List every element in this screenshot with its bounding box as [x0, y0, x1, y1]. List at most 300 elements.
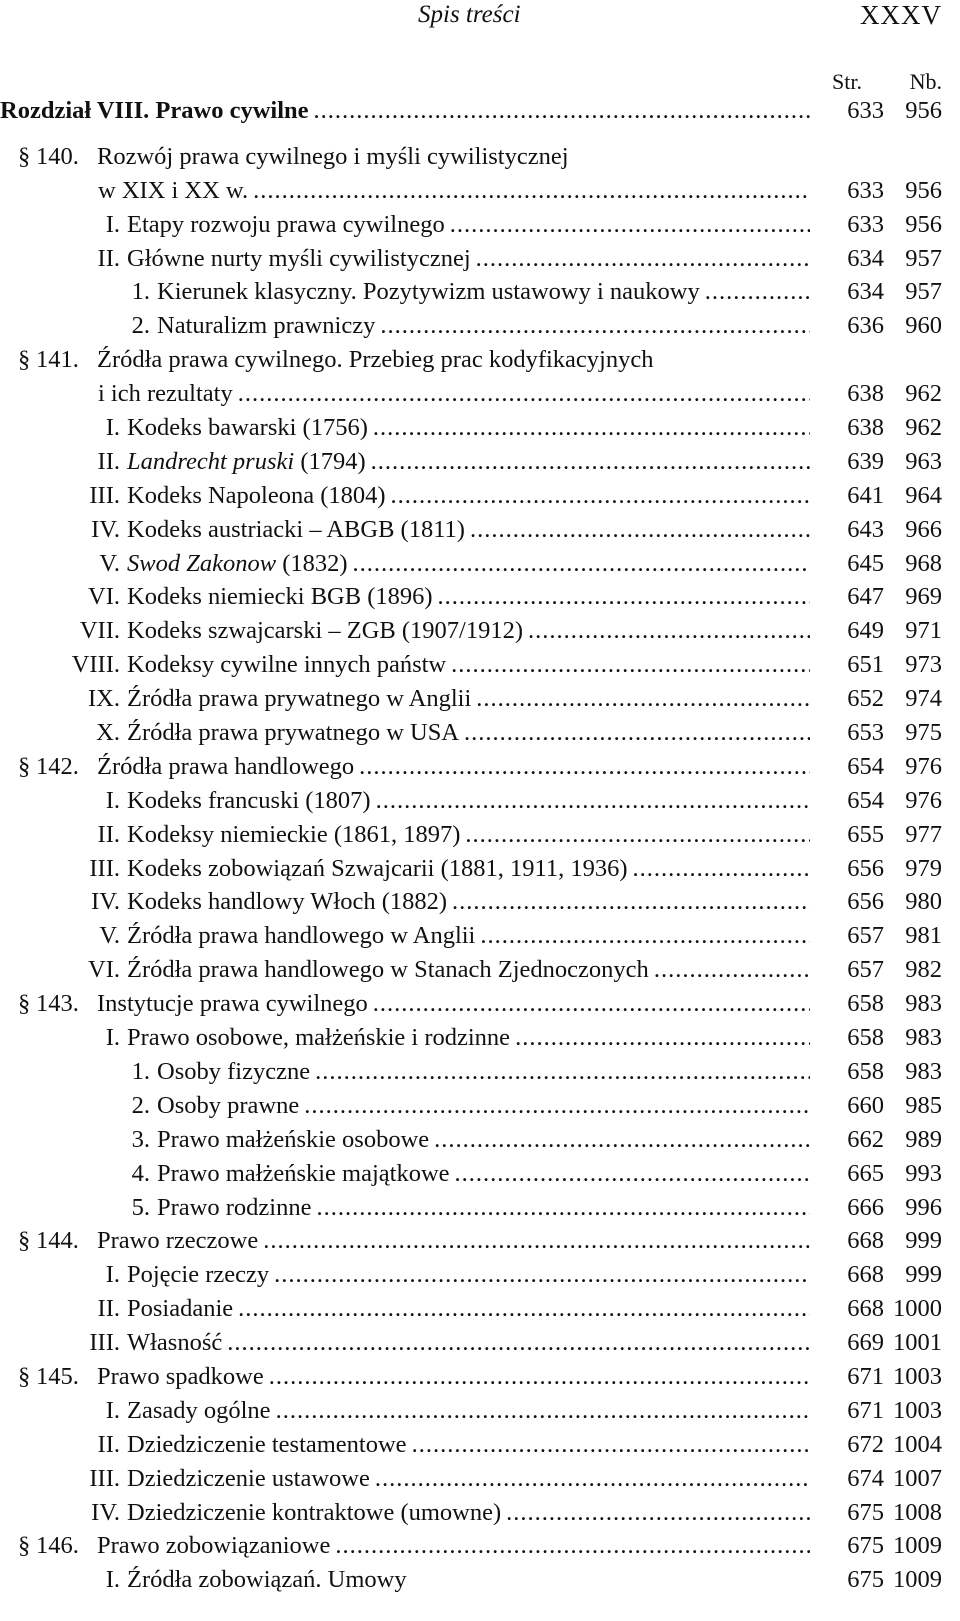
toc-entry-number: 140.: [36, 142, 79, 170]
toc-entry-page: 666: [847, 1193, 884, 1221]
toc-entry-page: 656: [847, 854, 884, 882]
toc-entry-page: 639: [847, 447, 884, 475]
toc-entry-text: Kodeks francuski (1807): [127, 786, 371, 814]
toc-entry-title: [0, 275, 810, 309]
toc-entry-text: Źródła prawa prywatnego w USA: [127, 719, 460, 747]
toc-entry: [0, 174, 960, 208]
toc-entry-number: IV.: [91, 888, 120, 916]
toc-entry-number: II.: [97, 244, 120, 272]
toc-entry-page: 655: [847, 820, 884, 848]
toc-entry-margin-number: 962: [905, 414, 942, 442]
toc-entry: [0, 479, 960, 513]
toc-entry-page: 653: [847, 719, 884, 747]
toc-entry: [0, 377, 960, 411]
dot-leader: [371, 445, 810, 479]
toc-entry: [0, 784, 960, 818]
toc-entry-page: 675: [847, 1532, 884, 1560]
toc-entry-number: 143.: [36, 990, 79, 1018]
toc-entry-number: 142.: [36, 752, 79, 780]
dot-leader: [452, 885, 810, 919]
toc-entry-page: 651: [847, 651, 884, 679]
section-sign-icon: §: [18, 142, 31, 170]
toc-entry-margin-number: 1007: [893, 1464, 942, 1492]
dot-leader: [376, 784, 810, 818]
toc-entry-text: Źródła prawa prywatnego w Anglii: [127, 685, 472, 713]
toc-entry-page: 649: [847, 617, 884, 645]
toc-entry-title: [0, 1428, 810, 1462]
table-of-contents: [0, 94, 960, 1597]
toc-entry: [0, 1224, 960, 1258]
toc-entry-number: 1.: [131, 1057, 150, 1085]
toc-entry: [0, 852, 960, 886]
toc-entry-text: Prawo małżeńskie osobowe: [157, 1125, 430, 1153]
toc-entry-page: 645: [847, 549, 884, 577]
toc-entry: [0, 987, 960, 1021]
dot-leader: [304, 1089, 810, 1123]
toc-entry-title: [0, 513, 810, 547]
toc-entry: [0, 445, 960, 479]
dot-leader: [450, 208, 810, 242]
dot-leader: [480, 919, 810, 953]
toc-entry-margin-number: 971: [905, 617, 942, 645]
running-header-title: Spis treści: [418, 1, 521, 28]
toc-entry: [0, 614, 960, 648]
toc-entry: [0, 94, 960, 128]
toc-entry-number: 144.: [36, 1227, 79, 1255]
toc-entry-title: [0, 309, 810, 343]
toc-entry-number: 141.: [36, 346, 79, 374]
toc-entry-text: Prawo rzeczowe: [97, 1227, 259, 1255]
toc-entry-title: [0, 94, 810, 128]
toc-entry: [0, 818, 960, 852]
toc-entry: [0, 513, 960, 547]
toc-entry-page: 633: [847, 210, 884, 238]
toc-entry-text: Etapy rozwoju prawa cywilnego: [127, 210, 445, 238]
toc-entry-number: III.: [89, 481, 120, 509]
toc-entry-page: 675: [847, 1566, 884, 1594]
toc-entry-number: III.: [89, 1464, 120, 1492]
dot-leader: [380, 309, 810, 343]
toc-entry-number: 3.: [131, 1125, 150, 1153]
toc-entry-italic-title: Swod Zakonow: [127, 549, 277, 577]
toc-entry-page: 662: [847, 1125, 884, 1153]
toc-entry-number: II.: [97, 1295, 120, 1323]
dot-leader: [253, 174, 810, 208]
toc-entry-title: [0, 1055, 810, 1089]
toc-entry-page: 633: [847, 176, 884, 204]
dot-leader: [470, 513, 810, 547]
toc-entry: [0, 275, 960, 309]
section-sign-icon: §: [18, 1362, 31, 1390]
toc-entry-page: 665: [847, 1159, 884, 1187]
toc-entry-number: 5.: [131, 1193, 150, 1221]
toc-entry-margin-number: 956: [905, 210, 942, 238]
toc-entry: [0, 1563, 960, 1597]
toc-entry-title: [0, 1157, 810, 1191]
toc-entry-text: Prawo spadkowe: [97, 1362, 264, 1390]
dot-leader: [412, 1428, 810, 1462]
toc-entry-text: Zasady ogólne: [127, 1396, 271, 1424]
toc-entry-title: [0, 377, 810, 411]
dot-leader: [353, 547, 810, 581]
dot-leader: [528, 614, 810, 648]
toc-entry-text: i ich rezultaty: [98, 380, 233, 408]
toc-entry-margin-number: 966: [905, 515, 942, 543]
toc-entry-title: [0, 919, 810, 953]
toc-entry-title: [0, 1123, 810, 1157]
toc-entry-title: [0, 479, 810, 513]
dot-leader: [314, 94, 811, 128]
toc-entry-text: Kodeksy cywilne innych państw: [127, 651, 447, 679]
toc-entry-page: 671: [847, 1362, 884, 1390]
toc-entry-title: [0, 784, 810, 818]
toc-entry-margin-number: 980: [905, 888, 942, 916]
toc-entry-text: Kodeks handlowy Włoch (1882): [127, 888, 448, 916]
toc-entry-number: 1.: [131, 278, 150, 306]
toc-entry: [0, 1462, 960, 1496]
toc-entry: [0, 1326, 960, 1360]
toc-entry-page: 634: [847, 278, 884, 306]
toc-entry-title: [0, 818, 810, 852]
dot-leader: [238, 1292, 810, 1326]
toc-entry-title: [0, 1292, 810, 1326]
dot-leader: [274, 1258, 810, 1292]
toc-entry-text: Osoby fizyczne: [157, 1057, 311, 1085]
toc-entry-margin-number: 1003: [893, 1396, 942, 1424]
toc-entry-margin-number: 1001: [893, 1329, 942, 1357]
toc-entry-title: [0, 445, 810, 479]
toc-entry-page: 654: [847, 752, 884, 780]
dot-leader: [263, 1224, 810, 1258]
toc-entry-number: 2.: [131, 312, 150, 340]
toc-entry: [0, 140, 960, 174]
section-sign-icon: §: [18, 752, 31, 780]
toc-entry-margin-number: 968: [905, 549, 942, 577]
toc-entry-text: Osoby prawne: [157, 1091, 300, 1119]
toc-entry-page: 641: [847, 481, 884, 509]
dot-leader: [227, 1326, 810, 1360]
dot-leader: [238, 377, 810, 411]
dot-leader: [269, 1360, 810, 1394]
toc-entry-page: 633: [847, 97, 884, 124]
toc-entry-margin-number: 957: [905, 244, 942, 272]
toc-entry-number: VII.: [79, 617, 120, 645]
dot-leader: [373, 987, 810, 1021]
toc-entry-text: Prawo rodzinne: [157, 1193, 312, 1221]
toc-entry-title: [0, 953, 810, 987]
toc-entry-number: I.: [105, 414, 120, 442]
dot-leader: [335, 1529, 810, 1563]
toc-entry-title: [0, 1224, 810, 1258]
section-sign-icon: §: [18, 1227, 31, 1255]
toc-entry-title: [0, 1563, 810, 1597]
toc-entry-margin-number: 962: [905, 380, 942, 408]
toc-entry-margin-number: 985: [905, 1091, 942, 1119]
toc-entry: [0, 750, 960, 784]
toc-entry-page: 636: [847, 312, 884, 340]
toc-entry-page: 638: [847, 380, 884, 408]
toc-entry-text: Prawo zobowiązaniowe: [97, 1532, 331, 1560]
dot-leader: [375, 1462, 810, 1496]
toc-entry-margin-number: 979: [905, 854, 942, 882]
toc-entry-number: I.: [105, 210, 120, 238]
toc-entry-margin-number: 974: [905, 685, 942, 713]
toc-entry-page: 658: [847, 1024, 884, 1052]
dot-leader: [451, 648, 810, 682]
toc-entry-title: [0, 1326, 810, 1360]
toc-entry-page: 647: [847, 583, 884, 611]
toc-entry-margin-number: 956: [905, 97, 942, 124]
toc-entry-title: [0, 1089, 810, 1123]
toc-entry-margin-number: 982: [905, 956, 942, 984]
toc-entry-page: 658: [847, 990, 884, 1018]
toc-entry-text: Źródła prawa handlowego w Anglii: [127, 922, 476, 950]
toc-entry-number: 145.: [36, 1362, 79, 1390]
dot-leader: [464, 716, 810, 750]
toc-entry-page: 675: [847, 1498, 884, 1526]
toc-entry-text: Źródła zobowiązań. Umowy: [127, 1566, 407, 1594]
toc-entry-page: 672: [847, 1430, 884, 1458]
toc-entry-text: w XIX i XX w.: [98, 176, 249, 204]
toc-entry: [0, 648, 960, 682]
toc-entry-title: [0, 885, 810, 919]
toc-entry-number: II.: [97, 447, 120, 475]
toc-entry-margin-number: 1008: [893, 1498, 942, 1526]
toc-entry-text: (1832): [276, 549, 348, 577]
toc-entry-number: IV.: [91, 1498, 120, 1526]
toc-entry-page: 669: [847, 1329, 884, 1357]
toc-entry-page: 638: [847, 414, 884, 442]
toc-entry: [0, 1089, 960, 1123]
toc-entry: [0, 1360, 960, 1394]
toc-entry-title: [0, 174, 810, 208]
toc-entry: [0, 580, 960, 614]
dot-leader: [359, 750, 810, 784]
section-sign-icon: §: [18, 346, 31, 374]
dot-leader: [316, 1191, 810, 1225]
toc-entry-margin-number: 1004: [893, 1430, 942, 1458]
toc-entry-text: Rozwój prawa cywilnego i myśli cywilistycznej: [97, 142, 569, 170]
toc-entry-title: [0, 750, 810, 784]
dot-leader: [476, 682, 810, 716]
toc-entry-margin-number: 960: [905, 312, 942, 340]
toc-entry-margin-number: 999: [905, 1261, 942, 1289]
section-sign-icon: §: [18, 990, 31, 1018]
toc-entry-title: [0, 614, 810, 648]
toc-entry: [0, 547, 960, 581]
toc-entry-page: 656: [847, 888, 884, 916]
toc-entry-margin-number: 976: [905, 786, 942, 814]
toc-entry-page: 657: [847, 922, 884, 950]
toc-entry-number: II.: [97, 820, 120, 848]
toc-entry: [0, 1529, 960, 1563]
dot-leader: [506, 1496, 810, 1530]
toc-entry-page: 657: [847, 956, 884, 984]
toc-entry-page: 660: [847, 1091, 884, 1119]
toc-entry-page: 668: [847, 1295, 884, 1323]
column-header-nb: Nb.: [909, 69, 942, 94]
dot-leader: [705, 275, 810, 309]
toc-entry-text: Kodeks bawarski (1756): [127, 414, 368, 442]
toc-entry-margin-number: 963: [905, 447, 942, 475]
toc-entry: [0, 1394, 960, 1428]
toc-entry-title: [0, 1191, 810, 1225]
toc-entry-number: 4.: [131, 1159, 150, 1187]
toc-entry-text: Dziedziczenie ustawowe: [127, 1464, 370, 1492]
toc-entry-title: [0, 1529, 810, 1563]
toc-entry-title: [0, 682, 810, 716]
toc-entry-margin-number: 996: [905, 1193, 942, 1221]
toc-entry-margin-number: 956: [905, 176, 942, 204]
dot-leader: [465, 818, 810, 852]
dot-leader: [391, 479, 810, 513]
toc-entry-number: IX.: [88, 685, 120, 713]
toc-entry: [0, 1428, 960, 1462]
toc-entry-number: I.: [105, 1396, 120, 1424]
toc-entry-title: [0, 852, 810, 886]
toc-entry-title: [0, 987, 810, 1021]
toc-entry-text: Źródła prawa cywilnego. Przebieg prac kodyfikacyjnych: [97, 346, 654, 374]
dot-leader: [654, 953, 810, 987]
toc-entry-title: [0, 580, 810, 614]
toc-entry-page: 634: [847, 244, 884, 272]
toc-entry-page: 652: [847, 685, 884, 713]
toc-entry-margin-number: 983: [905, 990, 942, 1018]
toc-entry-number: II.: [97, 1430, 120, 1458]
toc-entry-italic-title: Landrecht pruski: [127, 447, 295, 475]
toc-entry-text: Źródła prawa handlowego: [97, 752, 355, 780]
toc-entry-margin-number: 1009: [893, 1566, 942, 1594]
toc-entry: [0, 1496, 960, 1530]
toc-entry-margin-number: 989: [905, 1125, 942, 1153]
toc-entry-text: Posiadanie: [127, 1295, 234, 1323]
toc-entry-text: Własność: [127, 1329, 223, 1357]
toc-entry: [0, 411, 960, 445]
toc-entry-number: 2.: [131, 1091, 150, 1119]
toc-entry-text: Instytucje prawa cywilnego: [97, 990, 368, 1018]
dot-leader: [276, 1394, 810, 1428]
dot-leader: [434, 1123, 810, 1157]
toc-entry: [0, 1021, 960, 1055]
dot-leader: [633, 852, 810, 886]
toc-entry: [0, 1123, 960, 1157]
toc-entry: [0, 682, 960, 716]
toc-entry-number: I.: [105, 786, 120, 814]
toc-entry-title: [0, 343, 810, 377]
toc-entry-text: Prawo małżeńskie majątkowe: [157, 1159, 450, 1187]
toc-entry-title: [0, 648, 810, 682]
toc-entry-number: I.: [105, 1566, 120, 1594]
toc-entry: [0, 716, 960, 750]
toc-entry-page: 668: [847, 1227, 884, 1255]
toc-entry-text: Źródła prawa handlowego w Stanach Zjednoczonych: [127, 956, 649, 984]
toc-entry-margin-number: 1003: [893, 1362, 942, 1390]
toc-entry-text: Dziedziczenie testamentowe: [127, 1430, 407, 1458]
toc-entry: [0, 1191, 960, 1225]
toc-entry-page: 668: [847, 1261, 884, 1289]
toc-entry-title: [0, 547, 810, 581]
toc-entry: [0, 1258, 960, 1292]
toc-entry-text: Kodeks austriacki – ABGB (1811): [127, 515, 465, 543]
toc-entry-number: III.: [89, 854, 120, 882]
toc-entry-title: [0, 716, 810, 750]
toc-entry-margin-number: 973: [905, 651, 942, 679]
toc-entry-text: Kodeks zobowiązań Szwajcarii (1881, 1911, 1936): [127, 854, 628, 882]
toc-entry-margin-number: 964: [905, 481, 942, 509]
toc-entry: [0, 953, 960, 987]
toc-entry: [0, 919, 960, 953]
toc-entry-margin-number: 981: [905, 922, 942, 950]
toc-entry-page: 643: [847, 515, 884, 543]
toc-entry-margin-number: 957: [905, 278, 942, 306]
toc-entry-page: 658: [847, 1057, 884, 1085]
dot-leader: [476, 242, 810, 276]
toc-entry-text: Prawo osobowe, małżeńskie i rodzinne: [127, 1024, 511, 1052]
toc-entry-page: 674: [847, 1464, 884, 1492]
toc-entry-title: [0, 1258, 810, 1292]
toc-entry-number: V.: [99, 549, 120, 577]
toc-entry: [0, 1055, 960, 1089]
toc-entry-number: V.: [99, 922, 120, 950]
toc-entry-text: Kodeks niemiecki BGB (1896): [127, 583, 433, 611]
toc-entry-text: Kodeksy niemieckie (1861, 1897): [127, 820, 461, 848]
toc-entry-margin-number: 999: [905, 1227, 942, 1255]
toc-entry-title: [0, 140, 810, 174]
toc-entry-margin-number: 969: [905, 583, 942, 611]
page-number: XXXV: [860, 0, 942, 30]
toc-entry-text: Rozdział VIII. Prawo cywilne: [0, 97, 309, 124]
toc-entry-number: VI.: [88, 956, 120, 984]
toc-entry: [0, 1292, 960, 1326]
toc-entry-margin-number: 975: [905, 719, 942, 747]
dot-leader: [455, 1157, 810, 1191]
toc-entry-number: IV.: [91, 515, 120, 543]
toc-entry-title: [0, 242, 810, 276]
toc-entry-title: [0, 1021, 810, 1055]
toc-entry: [0, 343, 960, 377]
toc-entry-margin-number: 976: [905, 752, 942, 780]
toc-entry-text: Kierunek klasyczny. Pozytywizm ustawowy i naukowy: [157, 278, 700, 306]
dot-leader: [515, 1021, 810, 1055]
toc-entry-margin-number: 993: [905, 1159, 942, 1187]
toc-entry-page: 654: [847, 786, 884, 814]
toc-entry-title: [0, 411, 810, 445]
toc-entry-number: III.: [89, 1329, 120, 1357]
toc-entry-margin-number: 1000: [893, 1295, 942, 1323]
toc-entry: [0, 309, 960, 343]
toc-entry-text: (1794): [294, 447, 366, 475]
toc-entry-title: [0, 1462, 810, 1496]
toc-entry-title: [0, 1394, 810, 1428]
toc-entry-text: Kodeks szwajcarski – ZGB (1907/1912): [127, 617, 524, 645]
toc-entry-margin-number: 977: [905, 820, 942, 848]
dot-leader: [373, 411, 810, 445]
toc-entry-title: [0, 1360, 810, 1394]
toc-entry-text: Kodeks Napoleona (1804): [127, 481, 386, 509]
toc-entry-number: I.: [105, 1024, 120, 1052]
dot-leader: [315, 1055, 810, 1089]
toc-entry: [0, 242, 960, 276]
toc-entry: [0, 885, 960, 919]
toc-entry-number: I.: [105, 1261, 120, 1289]
toc-entry-margin-number: 983: [905, 1024, 942, 1052]
toc-entry-text: Naturalizm prawniczy: [157, 312, 376, 340]
toc-entry-title: [0, 1496, 810, 1530]
toc-entry-number: 146.: [36, 1532, 79, 1560]
toc-entry: [0, 208, 960, 242]
section-sign-icon: §: [18, 1532, 31, 1560]
toc-entry-text: Pojęcie rzeczy: [127, 1261, 270, 1289]
